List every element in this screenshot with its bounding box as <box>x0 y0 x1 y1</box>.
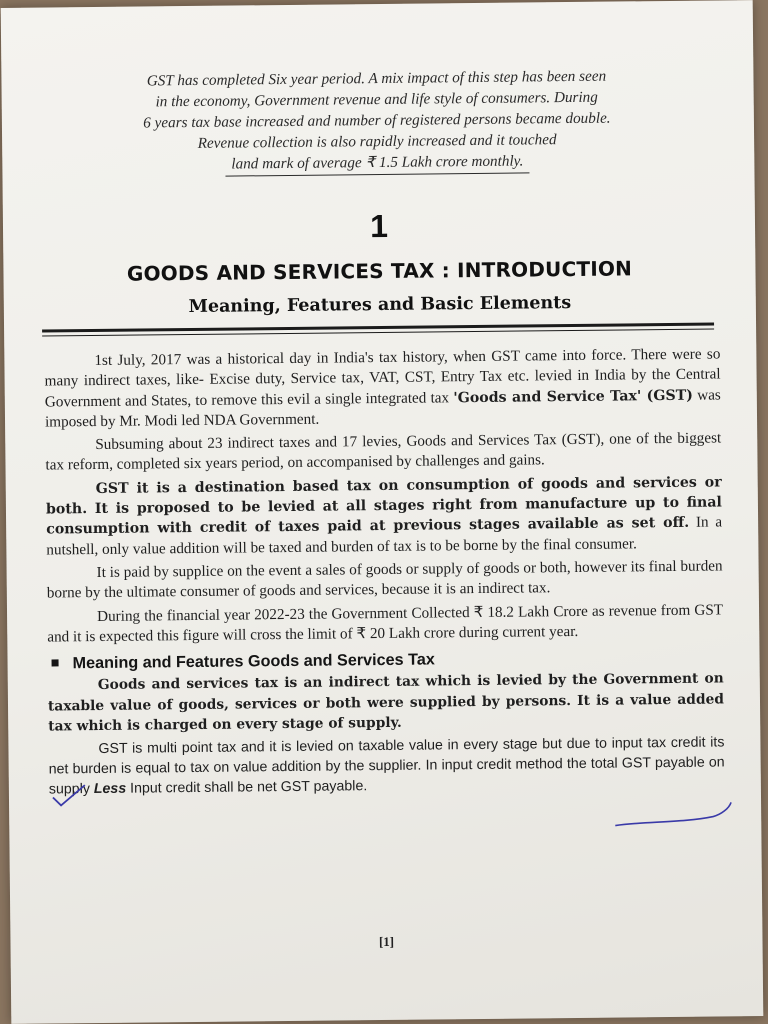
checkmark-icon <box>51 783 87 809</box>
paragraph-1: 1st July, 2017 was a historical day in India's tax history, when GST came into force. There were so many indirect taxes, like- Excise duty, Service tax, VAT, CST, Entry Tax etc. levied in India by the Central Government and States, to remove this evil a single integrated tax 'Goods and Service Tax' (GST) was imposed by Mr. Modi led NDA Government. <box>44 345 721 431</box>
book-page <box>1 0 764 1024</box>
section-heading: Meaning and Features Goods and Services Tax <box>47 647 723 674</box>
pen-underline-mark <box>613 800 733 831</box>
paragraph-5: During the financial year 2022-23 the Government Collected ₹ 18.2 Lakh Crore as revenue from GST and it is expected this figure will cross the limit of ₹ 20 Lakh crore during current year. <box>47 600 724 646</box>
square-bullet-icon <box>52 660 59 667</box>
intro-line: 6 years tax base increased and number of registered persons became double. <box>143 109 611 132</box>
definition-paragraph: Goods and services tax is an indirect tax which is levied by the Government on taxable value of goods, services or both were supplied by persons. It is a value added tax which is charged on every stage of supply. <box>47 670 725 735</box>
intro-line: in the economy, Government revenue and life style of consumers. During <box>155 88 598 111</box>
paragraph-2: Subsuming about 23 indirect taxes and 17 levies, Goods and Services Tax (GST), one of the biggest tax reform, completed six years period, on accompanised by challenges and gains. <box>45 429 722 475</box>
chapter-title: GOODS AND SERVICES TAX : INTRODUCTION <box>126 256 633 286</box>
page-number: [1] <box>378 933 395 950</box>
intro-box <box>41 65 712 179</box>
paragraph-4: It is paid by supplice on the event a sales of goods or supply of goods or both, however its final burden borne by the ultimate consumer of goods and services, because it is an indirect tax. <box>46 557 723 602</box>
chapter-subtitle: Meaning, Features and Basic Elements <box>188 293 572 318</box>
chapter-body <box>44 344 725 799</box>
paragraph-3: GST it is a destination based tax on consumption of goods and services or both. It is proposed to be levied at all stages right from manufacture up to final consumption with credit of taxes paid at previous stages available as set off. In a nutshell, only value addition will be taxed and burden of tax is to be borne by the final consumer. <box>45 474 723 559</box>
paragraph-6: GST is multi point tax and it is levied on taxable value in every stage but due to input tax credit its net burden is equal to tax on value addition by the supplier. In input credit method the total GST payable on supply Less Input credit shall be net GST payable. <box>48 734 725 798</box>
intro-line: GST has completed Six year period. A mix impact of this step has been seen <box>146 67 607 90</box>
intro-line-underlined: land mark of average ₹ 1.5 Lakh crore monthly. <box>225 150 529 176</box>
intro-line: Revenue collection is also rapidly increased and it touched <box>197 131 557 152</box>
paragraph-6-wrap <box>48 733 725 800</box>
chapter-number: 1 <box>369 207 389 245</box>
